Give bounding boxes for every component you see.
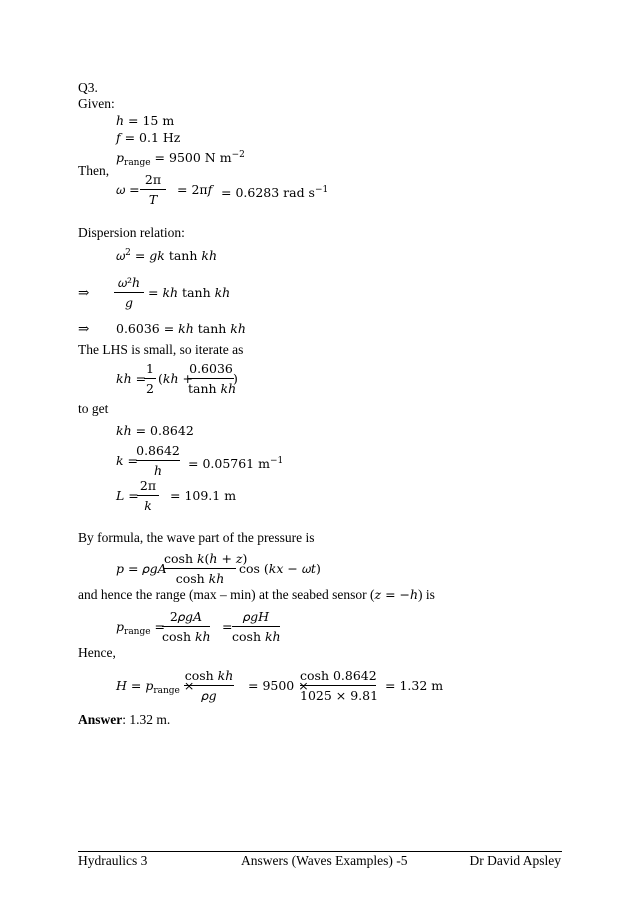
k-lhs: 𝑘 = [116, 453, 139, 468]
implies-rhs: = 𝑘ℎ tanh 𝑘ℎ [148, 285, 231, 300]
answer-value: : 1.32 m. [122, 712, 171, 727]
dispersion-relation [116, 245, 217, 264]
fraction-numerator: 2π [139, 478, 157, 493]
subscript: range [124, 158, 151, 168]
fraction-numerator: 2𝜌𝑔𝐴 [169, 609, 203, 624]
H-lhs [116, 678, 194, 699]
fraction-denominator: tanh 𝑘ℎ [188, 381, 237, 396]
fraction-numerator: 0.8642 [136, 443, 180, 458]
fraction-numerator: 𝜌𝑔𝐻 [242, 609, 270, 624]
H-symbol: 𝐻 = 𝑝 [116, 678, 154, 693]
implies-fraction [114, 275, 144, 310]
implies-arrow: ⇒ [78, 285, 90, 300]
fraction-denominator: cosh 𝑘ℎ [232, 629, 281, 644]
value: = 9500 N m [150, 150, 232, 165]
fraction-numerator: 1 [146, 361, 154, 376]
footer-right: Dr David Apsley [469, 853, 561, 868]
iterate-lhs: 𝑘ℎ = [116, 371, 147, 386]
fraction-bar [136, 460, 180, 461]
fraction-bar [162, 626, 210, 627]
fraction-denominator: 𝜌𝑔 [201, 688, 217, 703]
omega-lhs: 𝜔 = [116, 182, 140, 197]
omega-fraction [140, 172, 166, 207]
dispersion-label: Dispersion relation: [78, 225, 185, 240]
given-frequency: 𝑓 = 0.1 Hz [116, 130, 181, 145]
fraction-bar [232, 626, 280, 627]
implies-arrow-2: ⇒ [78, 321, 90, 336]
L-fraction [137, 478, 159, 513]
question-label: Q3. [78, 80, 98, 95]
fraction-bar [114, 292, 144, 293]
prange-lhs [116, 619, 165, 640]
fraction-bar [140, 189, 166, 190]
omega-symbol: 𝜔 [116, 248, 126, 263]
given-depth: ℎ = 15 m [116, 113, 175, 128]
omega-result [221, 182, 328, 201]
H-middle: = 9500 × [248, 678, 309, 693]
iterate-paren-open: (𝑘ℎ + [158, 371, 193, 386]
exponent: 2 [125, 248, 131, 258]
kh-result: 𝑘ℎ = 0.8642 [116, 423, 194, 438]
pressure-fraction [164, 551, 248, 586]
L-result: = 109.1 m [170, 488, 237, 503]
subscript: range [124, 627, 151, 637]
fraction-denominator: 𝑘 [144, 498, 152, 513]
fraction-denominator: cosh 𝑘ℎ [162, 629, 211, 644]
H-fraction-2 [300, 668, 379, 703]
fraction-bar [164, 568, 236, 569]
footer-left: Hydraulics 3 [78, 853, 148, 868]
simplified-relation: 0.6036 = 𝑘ℎ tanh 𝑘ℎ [116, 321, 246, 336]
iterate-fraction [188, 361, 237, 396]
value: = 0.05761 m [188, 456, 270, 471]
value: = 0.6283 rad s [221, 185, 315, 200]
formula-text: By formula, the wave part of the pressure is [78, 530, 315, 545]
prange-fraction-2 [232, 609, 280, 644]
relation-rhs: = 𝑔𝑘 tanh 𝑘ℎ [130, 248, 217, 263]
L-lhs: 𝐿 = [116, 488, 139, 503]
iterate-text: The LHS is small, so iterate as [78, 342, 244, 357]
fraction-bar [137, 495, 159, 496]
fraction-numerator: 0.6036 [189, 361, 233, 376]
prange-equals-2: = [222, 619, 233, 634]
half-fraction [144, 361, 156, 396]
symbol: 𝑝 [116, 619, 125, 634]
hence-label: Hence, [78, 645, 116, 660]
range-text-end: ) is [418, 587, 435, 602]
fraction-numerator: 𝜔²ℎ [117, 275, 141, 290]
omega-middle: = 2π𝑓 [177, 182, 213, 197]
fraction-bar [184, 685, 234, 686]
exponent: −1 [314, 185, 329, 195]
footer-center: Answers (Waves Examples) -5 [241, 853, 408, 868]
fraction-bar [144, 378, 156, 379]
fraction-denominator: 𝑔 [124, 295, 133, 310]
pressure-lhs: 𝑝 = 𝜌𝑔𝐴 [116, 561, 167, 576]
given-pressure-range [116, 147, 245, 171]
fraction-bar [300, 685, 376, 686]
then-label: Then, [78, 163, 110, 178]
fraction-denominator: cosh 𝑘ℎ [175, 571, 225, 586]
answer-line [78, 712, 170, 728]
fraction-denominator: 1025 × 9.81 [300, 688, 379, 703]
range-text [78, 587, 435, 603]
H-fraction-1 [184, 668, 234, 703]
fraction-denominator: ℎ [153, 463, 163, 478]
fraction-numerator: cosh 𝑘ℎ [184, 668, 234, 683]
fraction-denominator: 2 [146, 381, 154, 396]
H-result: = 1.32 m [385, 678, 444, 693]
k-fraction [136, 443, 180, 478]
equals: = [150, 619, 166, 634]
given-label: Given: [78, 96, 115, 111]
answer-label: Answer [78, 712, 123, 727]
fraction-numerator: cosh 𝑘(ℎ + 𝑧) [164, 551, 248, 566]
pressure-cos: cos (𝑘𝑥 − 𝜔𝑡) [239, 561, 321, 576]
fraction-denominator: 𝑇 [148, 192, 158, 207]
to-get-text: to get [78, 401, 109, 416]
footer-rule [78, 851, 562, 852]
prange-fraction-1 [162, 609, 210, 644]
times: × [179, 678, 195, 693]
k-result [188, 453, 283, 472]
fraction-numerator: cosh 0.8642 [300, 668, 377, 683]
range-text-start: and hence the range (max – min) at the seabed sensor ( [78, 587, 375, 602]
exponent: −2 [231, 150, 245, 160]
range-text-math: 𝑧 = −ℎ [374, 587, 419, 602]
symbol: 𝑝 [116, 150, 125, 165]
fraction-bar [188, 378, 234, 379]
iterate-paren-close: ) [233, 371, 238, 386]
subscript: range [153, 686, 180, 696]
fraction-numerator: 2π [144, 172, 162, 187]
exponent: −1 [269, 456, 284, 466]
